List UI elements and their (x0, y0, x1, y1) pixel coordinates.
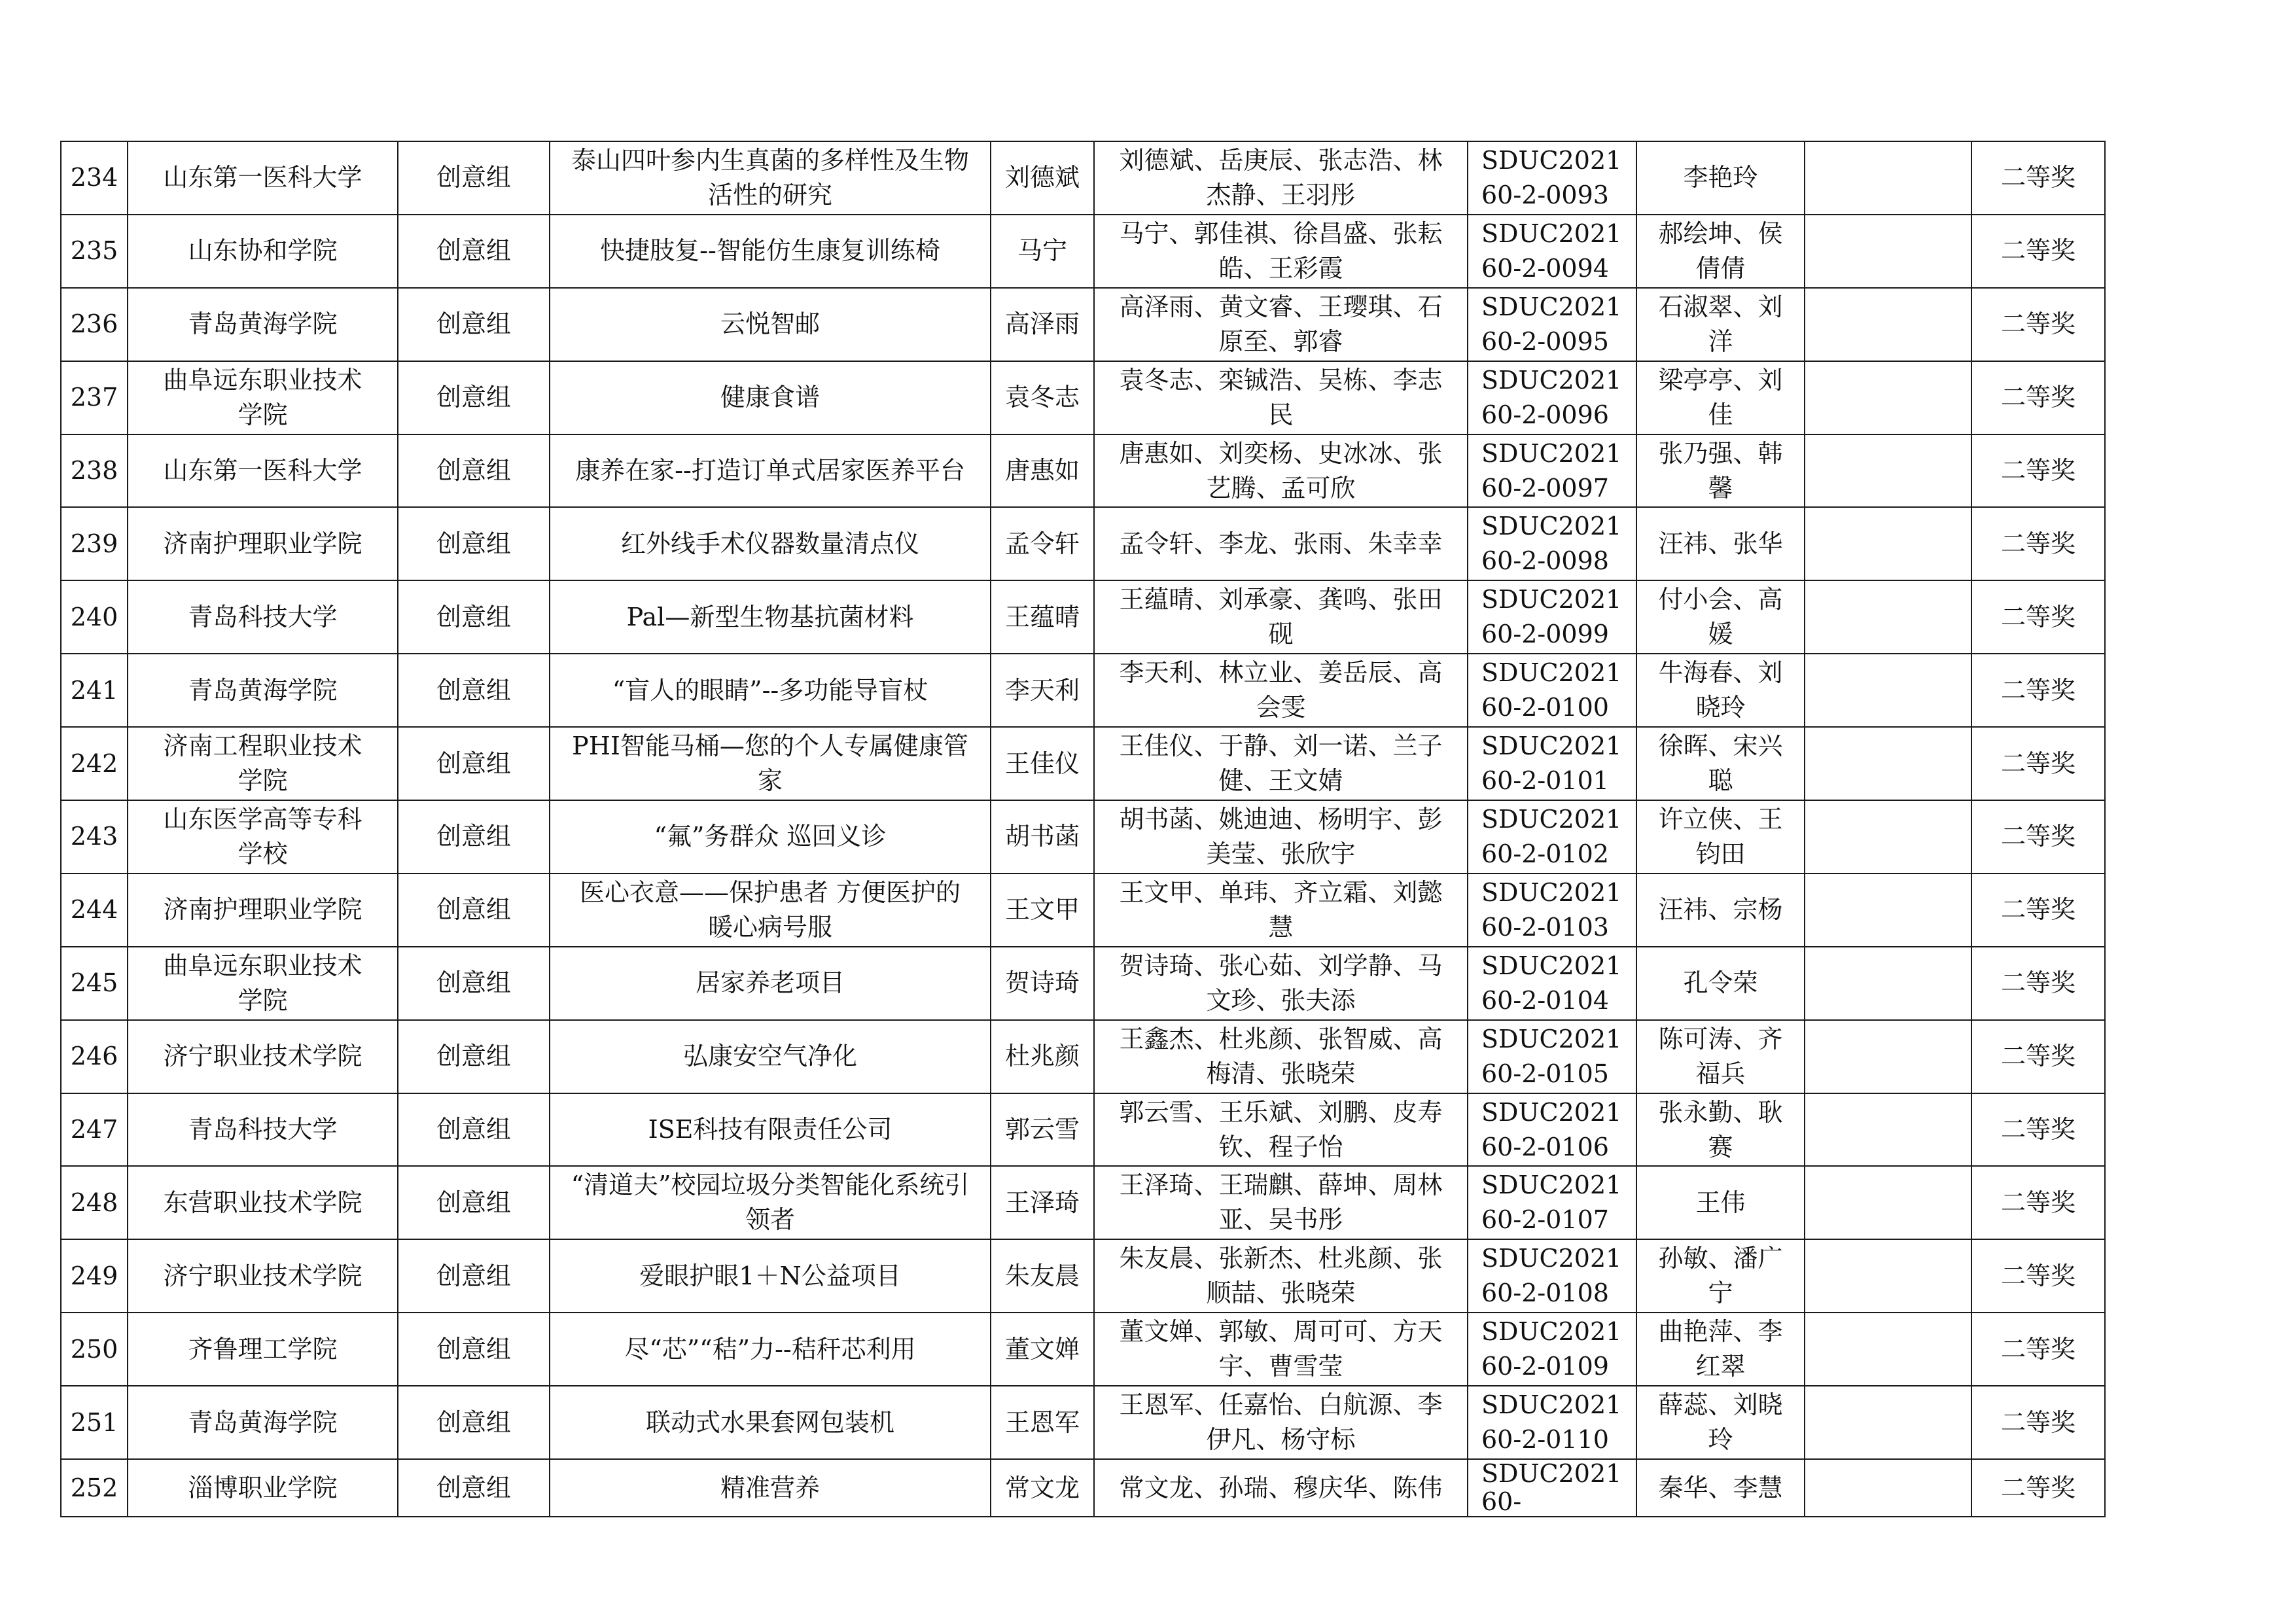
competition-group: 创意组 (398, 361, 550, 434)
award-level: 二等奖 (1971, 727, 2105, 800)
team-leader: 李天利 (991, 654, 1094, 727)
advisor: 石淑翠、刘洋 (1636, 288, 1805, 361)
award-level: 二等奖 (1971, 361, 2105, 434)
award-level: 二等奖 (1971, 654, 2105, 727)
advisor: 曲艳萍、李红翠 (1636, 1313, 1805, 1386)
team-leader: 袁冬志 (991, 361, 1094, 434)
award-level: 二等奖 (1971, 1386, 2105, 1459)
advisor: 李艳玲 (1636, 141, 1805, 215)
entry-code: SDUC202160-2-0105 (1468, 1020, 1636, 1093)
blank-cell (1805, 1459, 1971, 1517)
entry-number: 236 (61, 288, 128, 361)
project-title: 快捷肢复--智能仿生康复训练椅 (550, 215, 991, 288)
advisor: 付小会、高媛 (1636, 580, 1805, 654)
team-members: 王文甲、单玮、齐立霜、刘懿慧 (1094, 874, 1468, 947)
entry-number: 241 (61, 654, 128, 727)
team-members: 胡书菡、姚迪迪、杨明宇、彭美莹、张欣宇 (1094, 800, 1468, 874)
team-members: 袁冬志、栾铖浩、吴栋、李志民 (1094, 361, 1468, 434)
project-title: 联动式水果套网包装机 (550, 1386, 991, 1459)
school-name: 山东协和学院 (128, 215, 398, 288)
entry-code: SDUC202160-2-0104 (1468, 947, 1636, 1020)
project-title: 医心衣意——保护患者 方便医护的暖心病号服 (550, 874, 991, 947)
team-leader: 王蕴晴 (991, 580, 1094, 654)
table-row (61, 215, 2105, 288)
competition-group: 创意组 (398, 1386, 550, 1459)
entry-number: 246 (61, 1020, 128, 1093)
blank-cell (1805, 1093, 1971, 1167)
award-table-body (61, 141, 2105, 1517)
competition-group: 创意组 (398, 947, 550, 1020)
table-row (61, 1093, 2105, 1167)
team-leader: 杜兆颜 (991, 1020, 1094, 1093)
advisor: 孔令荣 (1636, 947, 1805, 1020)
blank-cell (1805, 1386, 1971, 1459)
project-title: 康养在家--打造订单式居家医养平台 (550, 434, 991, 508)
entry-number: 245 (61, 947, 128, 1020)
team-leader: 常文龙 (991, 1459, 1094, 1517)
award-level: 二等奖 (1971, 1239, 2105, 1313)
entry-number: 234 (61, 141, 128, 215)
project-title: “盲人的眼睛”--多功能导盲杖 (550, 654, 991, 727)
competition-group: 创意组 (398, 288, 550, 361)
competition-group: 创意组 (398, 874, 550, 947)
entry-number: 250 (61, 1313, 128, 1386)
team-leader: 马宁 (991, 215, 1094, 288)
school-name: 曲阜远东职业技术学院 (128, 361, 398, 434)
project-title: 红外线手术仪器数量清点仪 (550, 507, 991, 580)
competition-group: 创意组 (398, 800, 550, 874)
team-leader: 王泽琦 (991, 1166, 1094, 1239)
entry-number: 235 (61, 215, 128, 288)
award-list-table (60, 141, 2106, 1517)
entry-number: 239 (61, 507, 128, 580)
team-members: 王鑫杰、杜兆颜、张智威、高梅清、张晓荣 (1094, 1020, 1468, 1093)
entry-number: 247 (61, 1093, 128, 1167)
project-title: PHI智能马桶—您的个人专属健康管家 (550, 727, 991, 800)
advisor: 孙敏、潘广宁 (1636, 1239, 1805, 1313)
table-row (61, 434, 2105, 508)
entry-number: 237 (61, 361, 128, 434)
entry-code: SDUC202160-2-0097 (1468, 434, 1636, 508)
school-name: 山东第一医科大学 (128, 141, 398, 215)
team-members: 王佳仪、于静、刘一诺、兰子健、王文婧 (1094, 727, 1468, 800)
entry-code: SDUC202160-2-0095 (1468, 288, 1636, 361)
table-row (61, 1313, 2105, 1386)
competition-group: 创意组 (398, 1093, 550, 1167)
advisor: 许立侠、王钧田 (1636, 800, 1805, 874)
team-members: 董文婵、郭敏、周可可、方天宇、曹雪莹 (1094, 1313, 1468, 1386)
advisor: 汪祎、张华 (1636, 507, 1805, 580)
advisor: 王伟 (1636, 1166, 1805, 1239)
team-leader: 高泽雨 (991, 288, 1094, 361)
entry-number: 240 (61, 580, 128, 654)
award-level: 二等奖 (1971, 215, 2105, 288)
team-members: 唐惠如、刘奕杨、史冰冰、张艺腾、孟可欣 (1094, 434, 1468, 508)
team-members: 王恩军、任嘉怡、白航源、李伊凡、杨守标 (1094, 1386, 1468, 1459)
entry-code: SDUC202160-2-0109 (1468, 1313, 1636, 1386)
school-name: 曲阜远东职业技术学院 (128, 947, 398, 1020)
project-title: “清道夫”校园垃圾分类智能化系统引领者 (550, 1166, 991, 1239)
advisor: 薛蕊、刘晓玲 (1636, 1386, 1805, 1459)
blank-cell (1805, 874, 1971, 947)
school-name: 青岛黄海学院 (128, 288, 398, 361)
table-row (61, 874, 2105, 947)
advisor: 张永勤、耿赛 (1636, 1093, 1805, 1167)
entry-number: 238 (61, 434, 128, 508)
blank-cell (1805, 507, 1971, 580)
table-row (61, 361, 2105, 434)
school-name: 济南护理职业学院 (128, 874, 398, 947)
school-name: 东营职业技术学院 (128, 1166, 398, 1239)
team-members: 朱友晨、张新杰、杜兆颜、张顺喆、张晓荣 (1094, 1239, 1468, 1313)
school-name: 齐鲁理工学院 (128, 1313, 398, 1386)
award-level: 二等奖 (1971, 1020, 2105, 1093)
team-leader: 王恩军 (991, 1386, 1094, 1459)
team-members: 李天利、林立业、姜岳辰、高会雯 (1094, 654, 1468, 727)
entry-code: SDUC202160-2-0100 (1468, 654, 1636, 727)
project-title: Pal—新型生物基抗菌材料 (550, 580, 991, 654)
competition-group: 创意组 (398, 141, 550, 215)
project-title: ISE科技有限责任公司 (550, 1093, 991, 1167)
blank-cell (1805, 434, 1971, 508)
team-members: 孟令轩、李龙、张雨、朱幸幸 (1094, 507, 1468, 580)
table-row (61, 580, 2105, 654)
school-name: 山东第一医科大学 (128, 434, 398, 508)
award-level: 二等奖 (1971, 141, 2105, 215)
blank-cell (1805, 580, 1971, 654)
school-name: 青岛科技大学 (128, 580, 398, 654)
project-title: 精准营养 (550, 1459, 991, 1517)
project-title: 尽“芯”“秸”力--秸秆芯利用 (550, 1313, 991, 1386)
school-name: 济宁职业技术学院 (128, 1239, 398, 1313)
team-leader: 胡书菡 (991, 800, 1094, 874)
advisor: 牛海春、刘晓玲 (1636, 654, 1805, 727)
blank-cell (1805, 288, 1971, 361)
entry-number: 243 (61, 800, 128, 874)
award-level: 二等奖 (1971, 1093, 2105, 1167)
advisor: 郝绘坤、侯倩倩 (1636, 215, 1805, 288)
entry-code: SDUC202160- (1468, 1459, 1636, 1517)
entry-code: SDUC202160-2-0108 (1468, 1239, 1636, 1313)
team-leader: 刘德斌 (991, 141, 1094, 215)
entry-code: SDUC202160-2-0110 (1468, 1386, 1636, 1459)
entry-number: 252 (61, 1459, 128, 1517)
competition-group: 创意组 (398, 1020, 550, 1093)
advisor: 陈可涛、齐福兵 (1636, 1020, 1805, 1093)
blank-cell (1805, 654, 1971, 727)
blank-cell (1805, 1239, 1971, 1313)
blank-cell (1805, 727, 1971, 800)
school-name: 济南护理职业学院 (128, 507, 398, 580)
blank-cell (1805, 1313, 1971, 1386)
team-members: 高泽雨、黄文睿、王璎琪、石原至、郭睿 (1094, 288, 1468, 361)
table-row (61, 1020, 2105, 1093)
advisor: 徐晖、宋兴聪 (1636, 727, 1805, 800)
entry-code: SDUC202160-2-0101 (1468, 727, 1636, 800)
table-row (61, 654, 2105, 727)
table-row (61, 947, 2105, 1020)
team-members: 马宁、郭佳祺、徐昌盛、张耘皓、王彩霞 (1094, 215, 1468, 288)
project-title: 弘康安空气净化 (550, 1020, 991, 1093)
competition-group: 创意组 (398, 1459, 550, 1517)
entry-code: SDUC202160-2-0094 (1468, 215, 1636, 288)
entry-code: SDUC202160-2-0107 (1468, 1166, 1636, 1239)
advisor: 梁亭亭、刘佳 (1636, 361, 1805, 434)
team-members: 郭云雪、王乐斌、刘鹏、皮寿钦、程子怡 (1094, 1093, 1468, 1167)
table-row (61, 507, 2105, 580)
entry-code: SDUC202160-2-0103 (1468, 874, 1636, 947)
entry-code: SDUC202160-2-0099 (1468, 580, 1636, 654)
school-name: 青岛黄海学院 (128, 1386, 398, 1459)
award-level: 二等奖 (1971, 434, 2105, 508)
team-leader: 王文甲 (991, 874, 1094, 947)
table-row (61, 727, 2105, 800)
entry-code: SDUC202160-2-0093 (1468, 141, 1636, 215)
table-row (61, 800, 2105, 874)
blank-cell (1805, 1166, 1971, 1239)
team-leader: 孟令轩 (991, 507, 1094, 580)
award-level: 二等奖 (1971, 874, 2105, 947)
team-leader: 郭云雪 (991, 1093, 1094, 1167)
entry-number: 249 (61, 1239, 128, 1313)
team-members: 王泽琦、王瑞麒、薛坤、周林亚、吴书彤 (1094, 1166, 1468, 1239)
entry-code: SDUC202160-2-0106 (1468, 1093, 1636, 1167)
team-leader: 贺诗琦 (991, 947, 1094, 1020)
project-title: “氟”务群众 巡回义诊 (550, 800, 991, 874)
competition-group: 创意组 (398, 580, 550, 654)
competition-group: 创意组 (398, 507, 550, 580)
entry-number: 251 (61, 1386, 128, 1459)
team-leader: 王佳仪 (991, 727, 1094, 800)
team-leader: 董文婵 (991, 1313, 1094, 1386)
team-members: 王蕴晴、刘承豪、龚鸣、张田砚 (1094, 580, 1468, 654)
competition-group: 创意组 (398, 1239, 550, 1313)
team-members: 贺诗琦、张心茹、刘学静、马文珍、张夫添 (1094, 947, 1468, 1020)
advisor: 秦华、李慧 (1636, 1459, 1805, 1517)
table-row (61, 141, 2105, 215)
school-name: 济宁职业技术学院 (128, 1020, 398, 1093)
entry-number: 248 (61, 1166, 128, 1239)
blank-cell (1805, 947, 1971, 1020)
project-title: 居家养老项目 (550, 947, 991, 1020)
team-leader: 朱友晨 (991, 1239, 1094, 1313)
table-row (61, 1459, 2105, 1517)
competition-group: 创意组 (398, 654, 550, 727)
blank-cell (1805, 1020, 1971, 1093)
school-name: 青岛黄海学院 (128, 654, 398, 727)
competition-group: 创意组 (398, 1313, 550, 1386)
entry-number: 242 (61, 727, 128, 800)
team-members: 刘德斌、岳庚辰、张志浩、林杰静、王羽彤 (1094, 141, 1468, 215)
blank-cell (1805, 800, 1971, 874)
project-title: 健康食谱 (550, 361, 991, 434)
award-level: 二等奖 (1971, 580, 2105, 654)
team-members: 常文龙、孙瑞、穆庆华、陈伟 (1094, 1459, 1468, 1517)
school-name: 山东医学高等专科学校 (128, 800, 398, 874)
award-level: 二等奖 (1971, 800, 2105, 874)
project-title: 云悦智邮 (550, 288, 991, 361)
award-level: 二等奖 (1971, 507, 2105, 580)
school-name: 济南工程职业技术学院 (128, 727, 398, 800)
entry-code: SDUC202160-2-0102 (1468, 800, 1636, 874)
competition-group: 创意组 (398, 727, 550, 800)
award-level: 二等奖 (1971, 1166, 2105, 1239)
team-leader: 唐惠如 (991, 434, 1094, 508)
blank-cell (1805, 361, 1971, 434)
school-name: 淄博职业学院 (128, 1459, 398, 1517)
award-level: 二等奖 (1971, 288, 2105, 361)
table-row (61, 288, 2105, 361)
competition-group: 创意组 (398, 215, 550, 288)
table-row (61, 1239, 2105, 1313)
blank-cell (1805, 141, 1971, 215)
table-row (61, 1386, 2105, 1459)
project-title: 泰山四叶参内生真菌的多样性及生物活性的研究 (550, 141, 991, 215)
award-level: 二等奖 (1971, 1313, 2105, 1386)
advisor: 汪祎、宗杨 (1636, 874, 1805, 947)
entry-code: SDUC202160-2-0096 (1468, 361, 1636, 434)
award-level: 二等奖 (1971, 947, 2105, 1020)
blank-cell (1805, 215, 1971, 288)
school-name: 青岛科技大学 (128, 1093, 398, 1167)
entry-code: SDUC202160-2-0098 (1468, 507, 1636, 580)
entry-number: 244 (61, 874, 128, 947)
project-title: 爱眼护眼1＋N公益项目 (550, 1239, 991, 1313)
competition-group: 创意组 (398, 1166, 550, 1239)
award-level: 二等奖 (1971, 1459, 2105, 1517)
table-row (61, 1166, 2105, 1239)
advisor: 张乃强、韩馨 (1636, 434, 1805, 508)
competition-group: 创意组 (398, 434, 550, 508)
